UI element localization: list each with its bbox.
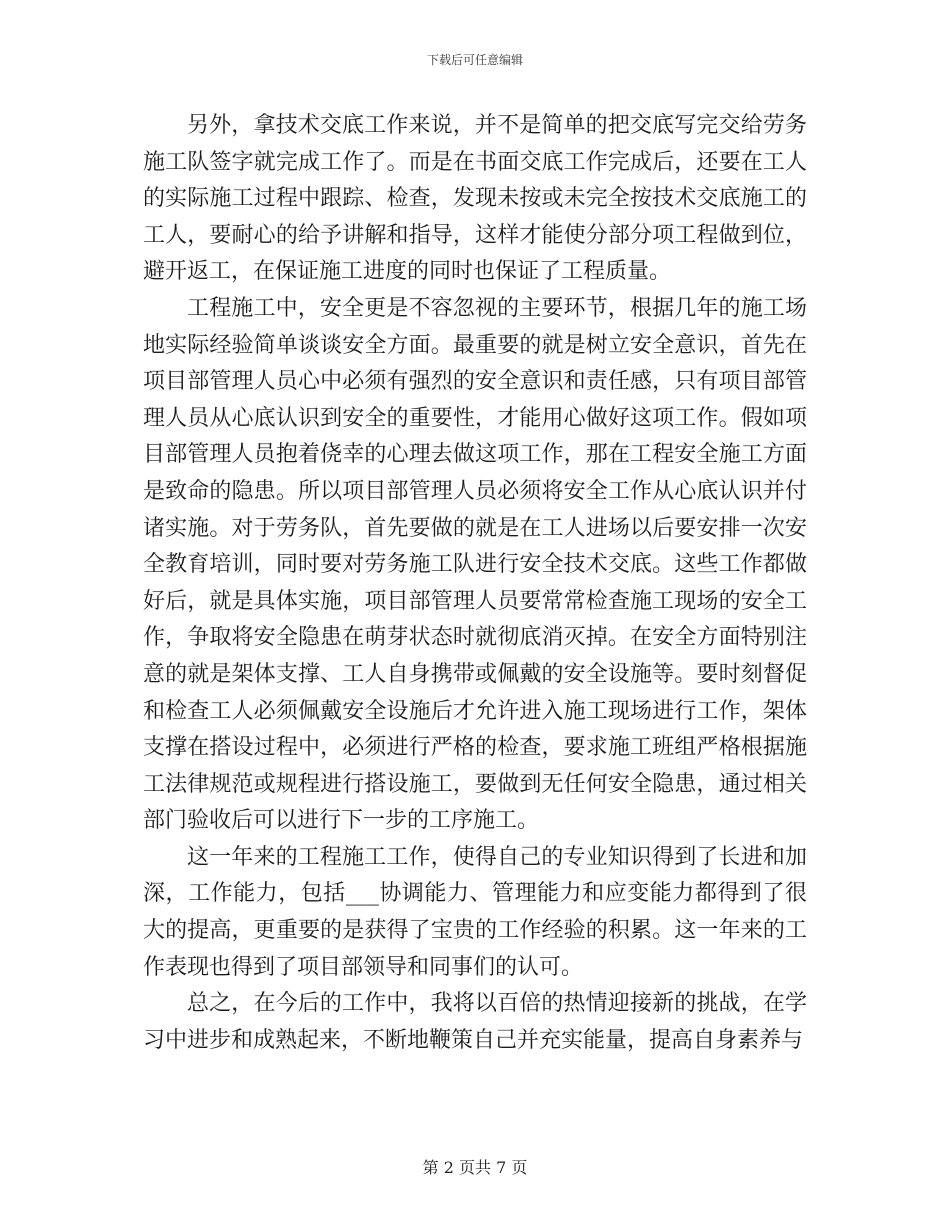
page-footer: 第 2 页共 7 页: [422, 1158, 528, 1177]
paragraph-safety: 工程施工中，安全更是不容忽视的主要环节，根据几年的施工场地实际经验简单谈谈安全方面。最重要的就是树立安全意识，首先在项目部管理人员心中必须有强烈的安全意识和责任感，只有项目部管理人员从心底认识到安全的重要性，才能用心做好这项工作。假如项目部管理人员抱着侥幸的心理去做这项工作，那在工程安全施工方面是致命的隐患。所以项目部管理人员必须将安全工作从心底认识并付诸实施。对于劳务队，首先要做的就是在工人进场以后要安排一次安全教育培训，同时要对劳务施工队进行安全技术交底。这些工作都做好后，就是具体实施，项目部管理人员要常常检查施工现场的安全工作，争取将安全隐患在萌芽状态时就彻底消灭掉。在安全方面特别注意的就是架体支撑、工人自身携带或佩戴的安全设施等。要时刻督促和检查工人必须佩戴安全设施后才允许进入施工现场进行工作，架体支撑在搭设过程中，必须进行严格的检查，要求施工班组严格根据施工法律规范或规程进行搭设施工，要做到无任何安全隐患，通过相关部门验收后可以进行下一步的工序施工。: [143, 295, 807, 834]
paragraph-year-summary: 这一年来的工程施工工作，使得自己的专业知识得到了长进和加深，工作能力，包括___协调能力、管理能力和应变能力都得到了很大的提高，更重要的是获得了宝贵的工作经验的积累。这一年来的工作表现也得到了项目部领导和同事们的认可。: [143, 844, 807, 980]
paragraph-conclusion: 总之，在今后的工作中，我将以百倍的热情迎接新的挑战，在学习中进步和成熟起来，不断地鞭策自己并充实能量，提高自身素养与: [143, 991, 807, 1053]
document-body: [143, 108, 807, 1059]
page-header: 下载后可任意编辑: [426, 53, 523, 67]
paragraph-technical-briefing: 另外，拿技术交底工作来说，并不是简单的把交底写完交给劳务施工队签字就完成工作了。而是在书面交底工作完成后，还要在工人的实际施工过程中跟踪、检查，发现未按或未完全按技术交底施工的工人，要耐心的给予讲解和指导，这样才能使分部分项工程做到位，避开返工，在保证施工进度的同时也保证了工程质量。: [143, 113, 807, 285]
